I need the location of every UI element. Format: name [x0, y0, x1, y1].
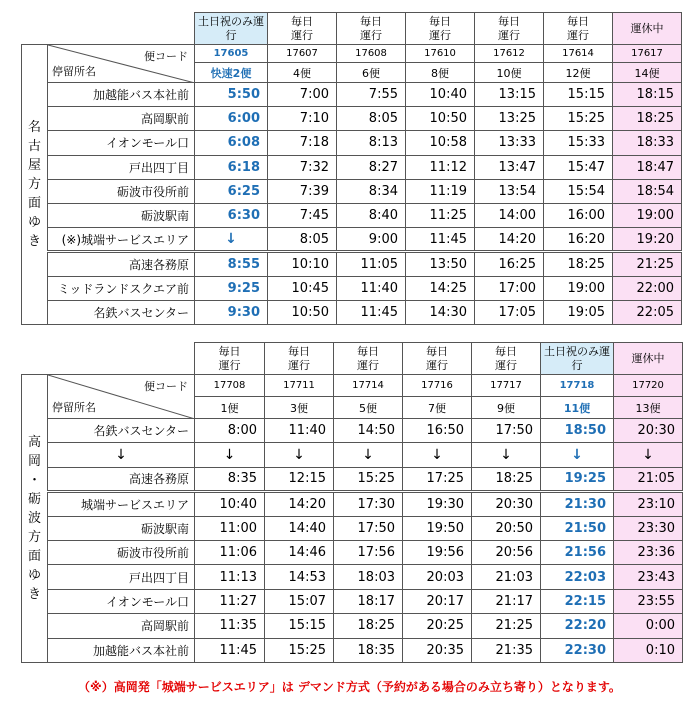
- departure-time: 17:00: [475, 276, 544, 300]
- header-diagonal-cell: [48, 45, 195, 83]
- departure-time: 14:20: [475, 228, 544, 252]
- direction-char: 面: [27, 195, 41, 211]
- day-type-label: 毎日運行: [567, 14, 589, 42]
- departure-time: 17:50: [472, 419, 541, 443]
- trip-code: 17614: [544, 45, 613, 63]
- direction-char: き: [27, 586, 41, 602]
- trip-code: 17711: [265, 375, 334, 397]
- departure-time: 20:56: [472, 540, 541, 564]
- direction-label: [22, 375, 48, 663]
- departure-time: ↓: [265, 443, 334, 467]
- trip-code: 17717: [472, 375, 541, 397]
- timetable-nagoya-bound: [21, 12, 682, 325]
- table-row: [22, 155, 682, 179]
- table-row: [22, 252, 682, 276]
- departure-time: 13:33: [475, 131, 544, 155]
- trip-number: 13便: [614, 397, 683, 419]
- departure-time: 19:30: [403, 492, 472, 516]
- departure-time: 0:00: [614, 614, 683, 638]
- table-row: [22, 419, 683, 443]
- direction-char: 砺: [27, 491, 41, 507]
- departure-time: 8:34: [337, 179, 406, 203]
- departure-time: 19:20: [613, 228, 682, 252]
- departure-time: 10:45: [268, 276, 337, 300]
- trip-code: 17716: [403, 375, 472, 397]
- departure-time: 23:43: [614, 565, 683, 589]
- table-row: [22, 467, 683, 491]
- stop-name: 高速各務原: [48, 467, 195, 491]
- departure-time: 11:06: [195, 540, 265, 564]
- header-stop-label: 停留所名: [52, 401, 96, 414]
- departure-time: 10:50: [406, 107, 475, 131]
- departure-time: 5:50: [195, 83, 268, 107]
- departure-time: 13:54: [475, 179, 544, 203]
- departure-time: 14:46: [265, 540, 334, 564]
- departure-time: 17:25: [403, 467, 472, 491]
- stop-name: 戸出四丁目: [48, 155, 195, 179]
- column-day-type: [475, 13, 544, 45]
- departure-time: 11:45: [337, 300, 406, 324]
- trip-number: 8便: [406, 63, 475, 83]
- departure-time: 17:50: [334, 516, 403, 540]
- stop-name: 加越能バス本社前: [48, 638, 195, 662]
- departure-time: 11:19: [406, 179, 475, 203]
- direction-char: 高: [27, 434, 41, 450]
- departure-time: 14:25: [406, 276, 475, 300]
- column-day-type: [613, 13, 682, 45]
- trip-code: 17610: [406, 45, 475, 63]
- departure-time: 7:00: [268, 83, 337, 107]
- day-type-label: 毎日運行: [429, 14, 451, 42]
- trip-number: 10便: [475, 63, 544, 83]
- departure-time: 14:00: [475, 203, 544, 227]
- departure-time: 18:25: [472, 467, 541, 491]
- table-row: [22, 131, 682, 155]
- stop-name: 砺波市役所前: [48, 179, 195, 203]
- departure-time: 11:40: [265, 419, 334, 443]
- departure-time: 21:25: [472, 614, 541, 638]
- departure-time: 13:25: [475, 107, 544, 131]
- day-type-label: 毎日運行: [426, 344, 448, 372]
- column-day-type: [403, 343, 472, 375]
- day-type-label: 毎日運行: [360, 14, 382, 42]
- day-type-label: 運休中: [630, 21, 664, 35]
- departure-time: ↓: [195, 228, 268, 252]
- departure-time: 21:30: [541, 492, 614, 516]
- departure-time: 18:03: [334, 565, 403, 589]
- departure-time: 13:15: [475, 83, 544, 107]
- direction-char: ゆ: [27, 214, 41, 230]
- departure-time: 21:50: [541, 516, 614, 540]
- departure-time: 19:56: [403, 540, 472, 564]
- departure-time: 19:00: [613, 203, 682, 227]
- stop-name: 砺波市役所前: [48, 540, 195, 564]
- departure-time: 8:40: [337, 203, 406, 227]
- direction-char: 面: [27, 548, 41, 564]
- departure-time: 15:33: [544, 131, 613, 155]
- direction-char: 古: [27, 138, 41, 154]
- departure-time: 6:00: [195, 107, 268, 131]
- departure-time: 19:05: [544, 300, 613, 324]
- stop-name: 砺波駅南: [48, 516, 195, 540]
- stop-name: 高速各務原: [48, 252, 195, 276]
- departure-time: 20:50: [472, 516, 541, 540]
- direction-char: 方: [27, 176, 41, 192]
- header-code-label: 便コード: [144, 50, 188, 63]
- column-day-type: [268, 13, 337, 45]
- stop-name: 名鉄バスセンター: [48, 419, 195, 443]
- departure-time: 8:27: [337, 155, 406, 179]
- departure-time: 11:00: [195, 516, 265, 540]
- trip-code: 17612: [475, 45, 544, 63]
- departure-time: 20:35: [403, 638, 472, 662]
- departure-time: 6:30: [195, 203, 268, 227]
- table-row: [22, 614, 683, 638]
- departure-time: 14:40: [265, 516, 334, 540]
- table-row: [22, 589, 683, 613]
- departure-time: 16:25: [475, 252, 544, 276]
- column-day-type: [406, 13, 475, 45]
- header-diagonal-cell: [48, 375, 195, 419]
- stop-name: 城端サービスエリア: [48, 492, 195, 516]
- timetable-takaoka-tonami-bound: [21, 342, 683, 663]
- day-type-label: 毎日運行: [357, 344, 379, 372]
- stop-name: 高岡駅前: [48, 107, 195, 131]
- trip-number: 1便: [195, 397, 265, 419]
- departure-time: 7:18: [268, 131, 337, 155]
- direction-char: ゆ: [27, 567, 41, 583]
- departure-time: 11:25: [406, 203, 475, 227]
- header-blank: [22, 13, 195, 45]
- stop-name: ミッドランドスクエア前: [48, 276, 195, 300]
- column-day-type: [614, 343, 683, 375]
- departure-time: 18:47: [613, 155, 682, 179]
- day-type-label: 運休中: [631, 351, 665, 365]
- direction-char: ・: [27, 472, 41, 488]
- departure-time: 18:54: [613, 179, 682, 203]
- table-row: [22, 638, 683, 662]
- day-type-label: 毎日運行: [291, 14, 313, 42]
- column-day-type: [195, 343, 265, 375]
- departure-time: 8:55: [195, 252, 268, 276]
- departure-time: 10:40: [195, 492, 265, 516]
- direction-label: [22, 45, 48, 325]
- departure-time: ↓: [334, 443, 403, 467]
- departure-time: 14:20: [265, 492, 334, 516]
- direction-char: 屋: [27, 157, 41, 173]
- day-type-label: 毎日運行: [288, 344, 310, 372]
- departure-time: 19:25: [541, 467, 614, 491]
- day-type-label: 毎日運行: [498, 14, 520, 42]
- departure-time: 16:50: [403, 419, 472, 443]
- departure-time: 21:35: [472, 638, 541, 662]
- departure-time: 15:25: [334, 467, 403, 491]
- departure-time: 6:18: [195, 155, 268, 179]
- departure-time: 10:10: [268, 252, 337, 276]
- trip-number: 7便: [403, 397, 472, 419]
- trip-code: 17608: [337, 45, 406, 63]
- departure-time: 6:08: [195, 131, 268, 155]
- departure-time: 22:00: [613, 276, 682, 300]
- trip-number: 6便: [337, 63, 406, 83]
- column-day-type: [334, 343, 403, 375]
- table-row: [22, 443, 683, 467]
- trip-number: 14便: [613, 63, 682, 83]
- departure-time: 15:25: [544, 107, 613, 131]
- trip-number: 4便: [268, 63, 337, 83]
- departure-time: 20:03: [403, 565, 472, 589]
- trip-code: 17605: [195, 45, 268, 63]
- stop-name: 戸出四丁目: [48, 565, 195, 589]
- trip-code: 17708: [195, 375, 265, 397]
- departure-time: 15:54: [544, 179, 613, 203]
- departure-time: 8:13: [337, 131, 406, 155]
- departure-time: 9:25: [195, 276, 268, 300]
- departure-time: ↓: [472, 443, 541, 467]
- direction-char: 名: [27, 119, 41, 135]
- departure-time: 0:10: [614, 638, 683, 662]
- departure-time: 10:40: [406, 83, 475, 107]
- stop-name: イオンモール口: [48, 131, 195, 155]
- departure-time: 9:30: [195, 300, 268, 324]
- stop-name: イオンモール口: [48, 589, 195, 613]
- trip-code: 17617: [613, 45, 682, 63]
- departure-time: 11:05: [337, 252, 406, 276]
- departure-time: 18:25: [334, 614, 403, 638]
- table-row: [22, 565, 683, 589]
- departure-time: 20:30: [472, 492, 541, 516]
- departure-time: 6:25: [195, 179, 268, 203]
- departure-time: 21:25: [613, 252, 682, 276]
- trip-number: 快速2便: [195, 63, 268, 83]
- departure-time: 11:13: [195, 565, 265, 589]
- column-day-type: [195, 13, 268, 45]
- departure-time: 19:50: [403, 516, 472, 540]
- table-row: [22, 107, 682, 131]
- departure-time: ↓: [195, 443, 265, 467]
- column-day-type: [544, 13, 613, 45]
- departure-time: 22:15: [541, 589, 614, 613]
- direction-char: き: [27, 233, 41, 249]
- departure-time: 21:17: [472, 589, 541, 613]
- day-type-label: 土日祝のみ運行: [198, 14, 264, 42]
- departure-time: 15:25: [265, 638, 334, 662]
- departure-time: 7:45: [268, 203, 337, 227]
- table-row: [22, 516, 683, 540]
- departure-time: 18:25: [544, 252, 613, 276]
- departure-time: 23:36: [614, 540, 683, 564]
- departure-time: 17:56: [334, 540, 403, 564]
- trip-number: 11便: [541, 397, 614, 419]
- stop-name: 高岡駅前: [48, 614, 195, 638]
- departure-time: 15:15: [265, 614, 334, 638]
- departure-time: 18:50: [541, 419, 614, 443]
- departure-time: 18:17: [334, 589, 403, 613]
- header-stop-label: 停留所名: [52, 65, 96, 78]
- departure-time: 11:45: [195, 638, 265, 662]
- departure-time: 11:35: [195, 614, 265, 638]
- direction-char: 方: [27, 529, 41, 545]
- departure-time: 17:30: [334, 492, 403, 516]
- departure-time: 13:47: [475, 155, 544, 179]
- departure-time: 21:03: [472, 565, 541, 589]
- stop-name: 砺波駅南: [48, 203, 195, 227]
- departure-time: 20:25: [403, 614, 472, 638]
- table-row: [22, 492, 683, 516]
- departure-time: 20:30: [614, 419, 683, 443]
- footnote: （※）高岡発「城端サービスエリア」は デマンド方式（予約がある場合のみ立ち寄り）となります。: [78, 680, 621, 694]
- departure-time: 18:25: [613, 107, 682, 131]
- trip-number: 12便: [544, 63, 613, 83]
- departure-time: 14:50: [334, 419, 403, 443]
- column-day-type: [541, 343, 614, 375]
- table-row: [22, 300, 682, 324]
- departure-time: 8:05: [337, 107, 406, 131]
- departure-time: 8:35: [195, 467, 265, 491]
- departure-time: 18:33: [613, 131, 682, 155]
- departure-time: 14:30: [406, 300, 475, 324]
- trip-number: 5便: [334, 397, 403, 419]
- departure-time: 18:15: [613, 83, 682, 107]
- departure-time: 7:10: [268, 107, 337, 131]
- departure-time: 20:17: [403, 589, 472, 613]
- departure-time: ↓: [541, 443, 614, 467]
- departure-time: 15:15: [544, 83, 613, 107]
- departure-time: 23:10: [614, 492, 683, 516]
- departure-time: 18:35: [334, 638, 403, 662]
- departure-time: 7:39: [268, 179, 337, 203]
- departure-time: 11:12: [406, 155, 475, 179]
- stop-name: 加越能バス本社前: [48, 83, 195, 107]
- departure-time: 11:40: [337, 276, 406, 300]
- departure-time: 7:32: [268, 155, 337, 179]
- departure-time: 15:07: [265, 589, 334, 613]
- departure-time: ↓: [614, 443, 683, 467]
- departure-time: 8:05: [268, 228, 337, 252]
- direction-char: 波: [27, 510, 41, 526]
- table-row: [22, 276, 682, 300]
- departure-time: 21:56: [541, 540, 614, 564]
- departure-time: 22:20: [541, 614, 614, 638]
- departure-time: 22:30: [541, 638, 614, 662]
- departure-time: 11:45: [406, 228, 475, 252]
- stop-name: (※)城端サービスエリア: [48, 228, 195, 252]
- table-row: [22, 83, 682, 107]
- departure-time: 16:20: [544, 228, 613, 252]
- trip-code: 17607: [268, 45, 337, 63]
- departure-time: 15:47: [544, 155, 613, 179]
- day-type-label: 土日祝のみ運行: [544, 344, 610, 372]
- departure-time: 14:53: [265, 565, 334, 589]
- departure-time: 23:30: [614, 516, 683, 540]
- departure-time: 22:03: [541, 565, 614, 589]
- header-blank: [22, 343, 195, 375]
- table-row: [22, 203, 682, 227]
- departure-time: 7:55: [337, 83, 406, 107]
- table-row: [22, 540, 683, 564]
- column-day-type: [472, 343, 541, 375]
- trip-code: 17718: [541, 375, 614, 397]
- departure-time: 10:50: [268, 300, 337, 324]
- header-code-label: 便コード: [144, 380, 188, 393]
- departure-time: 22:05: [613, 300, 682, 324]
- trip-number: 3便: [265, 397, 334, 419]
- departure-time: 19:00: [544, 276, 613, 300]
- direction-char: 岡: [27, 453, 41, 469]
- departure-time: 10:58: [406, 131, 475, 155]
- departure-time: 13:50: [406, 252, 475, 276]
- departure-time: 23:55: [614, 589, 683, 613]
- departure-time: 8:00: [195, 419, 265, 443]
- table-row: [22, 228, 682, 252]
- departure-time: 16:00: [544, 203, 613, 227]
- departure-time: 9:00: [337, 228, 406, 252]
- column-day-type: [337, 13, 406, 45]
- day-type-label: 毎日運行: [495, 344, 517, 372]
- trip-number: 9便: [472, 397, 541, 419]
- trip-code: 17714: [334, 375, 403, 397]
- departure-time: 21:05: [614, 467, 683, 491]
- departure-time: 11:27: [195, 589, 265, 613]
- trip-code: 17720: [614, 375, 683, 397]
- column-day-type: [265, 343, 334, 375]
- departure-time: ↓: [403, 443, 472, 467]
- departure-time: 12:15: [265, 467, 334, 491]
- table-row: [22, 179, 682, 203]
- day-type-label: 毎日運行: [218, 344, 241, 372]
- stop-name: 名鉄バスセンター: [48, 300, 195, 324]
- stop-name: ↓: [48, 443, 195, 467]
- departure-time: 17:05: [475, 300, 544, 324]
